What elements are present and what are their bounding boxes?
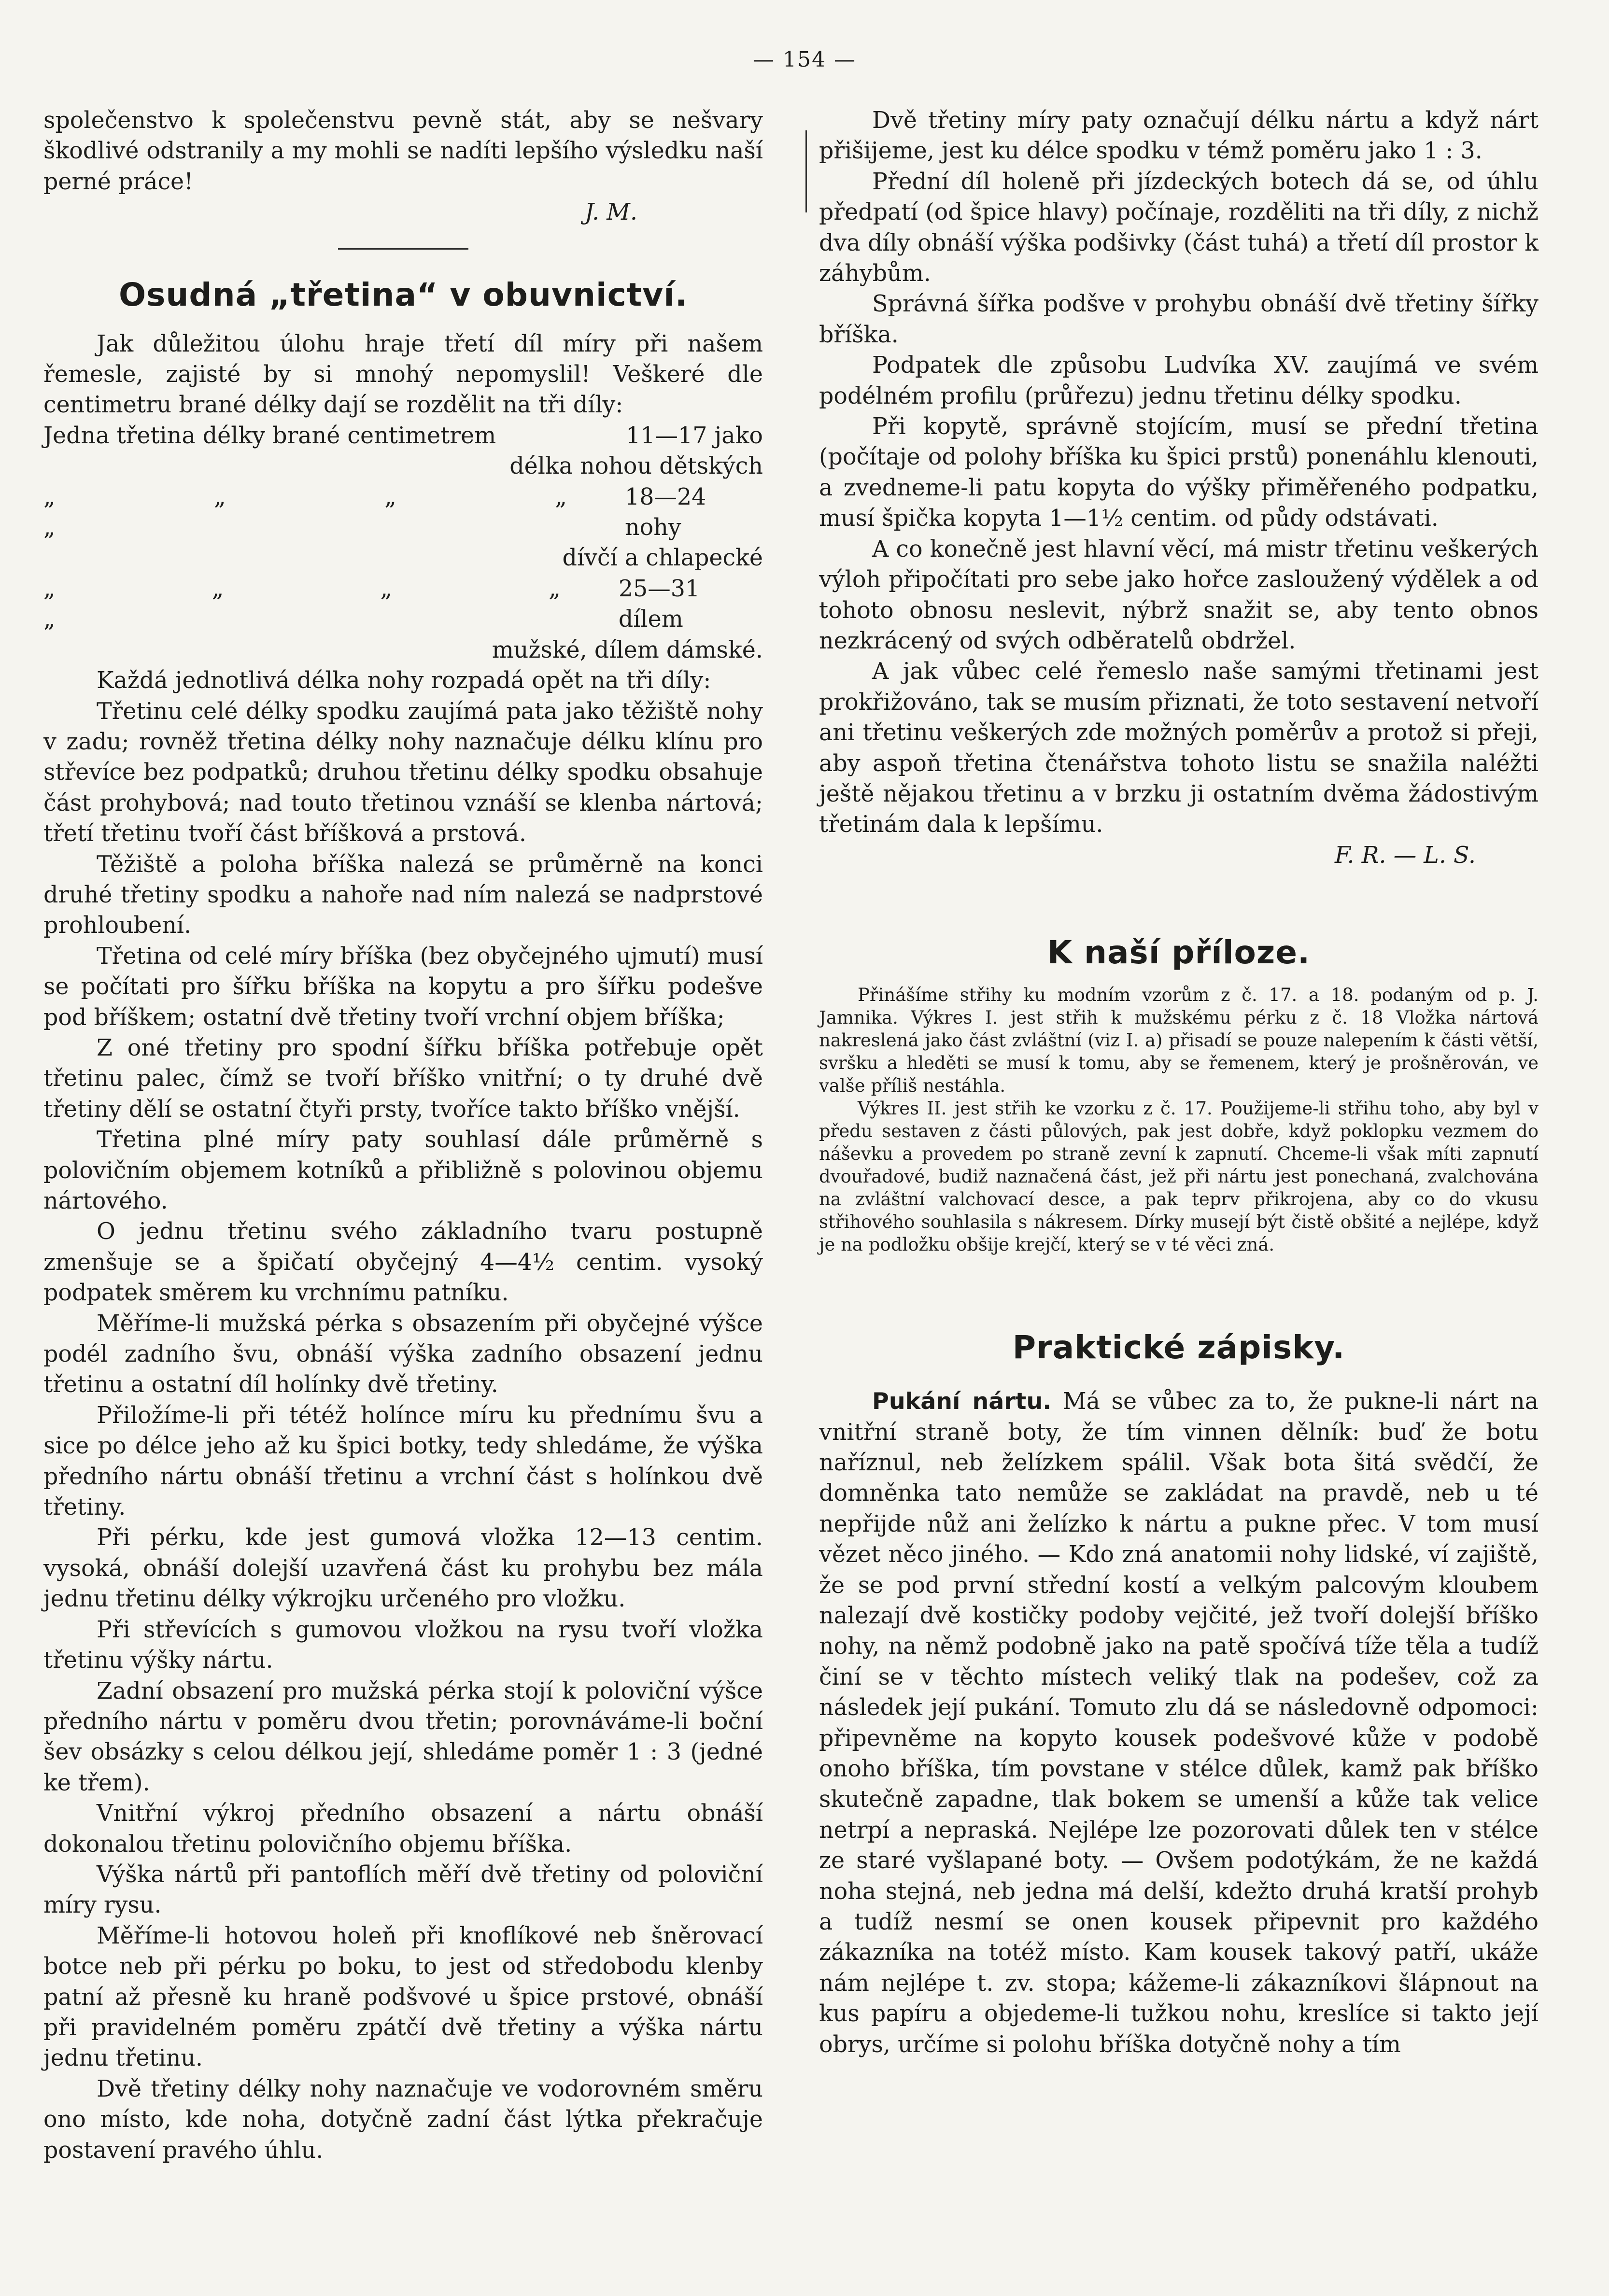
notes-paragraph [819,1386,1538,2060]
paragraph: Dvě třetiny míry paty označují délku nártu a když nárt přišijeme, jest ku délce spodku v témž poměru jako 1 : 3. [819,107,1538,165]
table-cell-label: „ „ „ „ „ [43,483,625,541]
table-cell-value: 18—24 nohy [625,483,706,541]
table-row: dívčí a chlapecké [562,545,763,572]
section-title-notes: Praktické zápisky. [1012,1329,1345,1366]
notes-lead: Pukání nártu. [872,1388,1052,1415]
paragraph: A co konečně jest hlavní věcí, má mistr třetinu veškerých výloh připočítati pro sebe jako hořce zasloužený výdělek a od tohoto obnosu neslevit, nýbrž snažit se, aby tento obnos nezkrácený od svých odběratelů obdržel. [819,535,1538,654]
paragraph: O jednu třetinu svého základního tvaru postupně zmenšuje se a špičatí obyčejný 4—4½ centim. vysoký podpatek směrem ku vrchnímu patníku. [43,1218,763,1307]
table-row [43,421,763,451]
paragraph: Jak důležitou úlohu hraje třetí díl míry při našem řemesle, zajisté by si mnohý nepomyslil! Veškeré dle centimetru brané délky dají se rozdělit na tři díly: [43,330,763,419]
table-cell-label: „ „ „ „ „ [43,575,619,633]
paragraph: Výška nártů při pantoflích měří dvě třetiny od poloviční míry rysu. [43,1861,763,1919]
paragraph: Správná šířka podšve v prohybu obnáší dvě třetiny šířky bříška. [819,291,1538,348]
right-column [819,105,1538,2060]
article-title: Osudná „třetina“ v obuvnictví. [118,276,688,313]
intro-paragraph: společenstvo k společenstvu pevně stát, aby se nešvary škodlivé odstranily a my mohli se nadíti lepšího výsledku naší perné práce! [43,107,763,195]
paragraph: Přední díl holeně při jízdeckých botech dá se, od úhlu předpatí (od špice hlavy) počínaje, rozděliti na tři díly, z nichž dva díly obnáší výška podšivky (část tuhá) a třetí díl prostor k záhybům. [819,168,1538,287]
paragraph: Podpatek dle způsobu Ludvíka XV. zaujímá ve svém podélném profilu (průřezu) jednu třetinu délky spodku. [819,352,1538,409]
article-signature: F. R. — L. S. [1334,842,1476,869]
table-row [43,482,763,543]
page-number: — 154 — [753,47,856,72]
paragraph: Měříme-li mužská pérka s obsazením při obyčejné výšce podél zadního švu, obnáší výška zadního obsazení jednu třetinu a ostatní díl holínky dvě třetiny. [43,1310,763,1398]
paragraph: Třetina od celé míry bříška (bez obyčejného ujmutí) musí se počítati pro šířku bříška na kopytu a pro šířku podešve pod bříškem; ostatní dvě třetiny tvoří vrchní objem bříška; [43,943,763,1031]
paragraph: Z oné třetiny pro spodní šířku bříška potřebuje opět třetinu palec, čímž se tvoří bříško vnitřní; o ty druhé dvě třetiny dělí se ostatní čtyři prsty, tvoříce takto bříško vnější. [43,1034,763,1123]
paragraph: Dvě třetiny délky nohy naznačuje ve vodorovném směru ono místo, kde noha, dotyčně zadní část lýtka překračuje postavení pravého úhlu. [43,2075,763,2164]
table-cell-label: Jedna třetina délky brané centimetrem [43,422,496,449]
paragraph: Třetina plné míry paty souhlasí dále průměrně s polovičním objemem kotníků a přibližně s polovinou objemu nártového. [43,1127,763,1214]
supplement-text [819,984,1538,1256]
paragraph: Při pérku, kde jest gumová vložka 12—13 centim. vysoká, obnáší dolejší uzavřená část ku prohybu bez mála jednu třetinu délky výkrojku určeného pro vložku. [43,1524,763,1613]
paragraph: Při střevících s gumovou vložkou na rysu tvoří vložka třetinu výšky nártu. [43,1616,763,1674]
table-row [43,574,763,635]
paragraph: Zadní obsazení pro mužská pérka stojí k poloviční výšce předního nártu v poměru dvou třetin; porovnáváme-li boční šev obsázky s celou délkou její, shledáme poměr 1 : 3 (jedné ke třem). [43,1677,763,1796]
notes-text: Má se vůbec za to, že pukne-li nárt na vnitřní straně boty, že tím vinnen dělník: buď že botu naříznul, neb želízkem spálil. Však bota šitá svědčí, že domněnka tato nemůže se zakládat na pravdě, neb u té nepřijde nůž ani želízko k nártu a pukne přec. V tom musí vězet něco jiného. — Kdo zná anatomii nohy lidské, ví zajiště, že se pod první střední kostí a velkým palcovým kloubem nalezají dvě kostičky podoby vejčité, jež tvoří dolejší bříško nohy, na němž podobně jako na patě spočívá tíže těla a tudíž činí se v těchto místech veliký tlak na podešev, což za následek její pukání. Tomuto zlu dá se následovně odpomoci: připevněme na kopyto kousek podešvové kůže v podobě onoho bříška, tím povstane v stélce důlek, kamž pak bříško skutečně zapadne, tlak bokem se umenší a kůže tak velice netrpí a nepraská. Nejlépe lze pozorovati důlek ten v stélce ze staré vyšlapané boty. — Ovšem podotýkám, že ne každá noha stejná, neb jedna má delší, kdežto druhá kratší prohyb a tudíž nesmí se onen kousek připevnit pro každého zákazníka na totéž místo. Kam kousek takový patří, ukáže nám nejlépe t. zv. stopa; kážeme-li zákazníkovi šlápnout na kus papíru a objedeme-li tužkou nohu, kreslíce si takto její obrys, určíme si polohu bříška dotyčně nohy a tím [819,1388,1538,2058]
paragraph: Měříme-li hotovou holeň při knoflíkové neb šněrovací botce neb při pérku po boku, to jest od středobodu klenby patní až přesně ku hraně podšvové u špice prstové, obnáší při pravidelném poměru zpátčí dvě třetiny a výška nártu jednu třetinu. [43,1922,763,2072]
intro-signature: J. M. [584,199,637,226]
paragraph: Těžiště a poloha bříška nalezá se průměrně na konci druhé třetiny spodku a nahoře nad ním nalezá se nadprstové prohloubení. [43,851,763,939]
length-table [43,421,763,665]
table-cell-value: 11—17 jako [626,422,763,449]
paragraph: Vnitřní výkroj předního obsazení a nártu obnáší dokonalou třetinu polovičního objemu bříška. [43,1800,763,1858]
paragraph: Třetinu celé délky spodku zaujímá pata jako těžiště nohy v zadu; rovněž třetina délky nohy naznačuje délku klínu pro střevíce bez podpatků; druhou třetinu délky spodku obsahuje část prohybová; nad touto třetinou vznáší se klenba nártová; třetí třetinu tvoří část bříšková a prstová. [43,698,763,847]
paragraph: Přinášíme střihy ku modním vzorům z č. 17. a 18. podaným od p. J. Jamnika. Výkres I. jest střih k mužskému pérku z č. 18 Vložka nártová nakreslená jako část zvláštní (viz I. a) přisadí se pouze nalepením k části větší, svršku a hleděti se musí k tomu, aby se řemenem, který je prošněrován, ve valše příliš nestáhla. [819,985,1538,1097]
paragraph: Každá jednotlivá délka nohy rozpadá opět na tři díly: [97,667,711,694]
section-divider [338,248,468,250]
table-cell-value: 25—31 dílem [618,575,700,633]
left-column [43,105,763,2166]
paragraph: Při kopytě, správně stojícím, musí se přední třetina (počítaje od polohy bříška ku špici prstů) ponenáhlu klenouti, a zvedneme-li patu kopyta do výšky přiměřeného podpatku, musí špička kopyta 1—1½ centim. od půdy odstávati. [819,413,1538,532]
table-row: délka nohou dětských [509,453,763,480]
table-row: mužské, dílem dámské. [492,636,763,663]
paragraph: Přiložíme-li při tétéž holínce míru ku přednímu švu a sice po délce jeho až ku špici botky, tedy shledáme, že výška předního nártu obnáší třetinu a vrchní část s holínkou dvě třetiny. [43,1402,763,1521]
column-rule [805,130,807,212]
section-title-supplement: K naší příloze. [1047,934,1311,972]
paragraph: Výkres II. jest střih ke vzorku z č. 17. Použijeme-li střihu toho, aby byl v předu sestaven z části půlových, pak jest dobře, když poklopku vezmem do náševku a provedem po straně zevní k zapnutí. Chceme-li však míti zapnutí dvouřadové, budiž naznačená část, jež při nártu jest ponechaná, zvalchována na zvláštní valchovací desce, a pak teprv přikrojena, aby co do vkusu střihového souhlasila s nákresem. Dírky musejí být čistě obšité a nejlépe, když je na podložku obšije krejčí, který se v té věci zná. [819,1098,1538,1255]
paragraph: A jak vůbec celé řemeslo naše samými třetinami jest prokřižováno, tak se musím přiznati, že toto sestavení netvoří ani třetinu veškerých zde možných poměrův a protož si přeji, aby aspoň třetina čtenářstva tohoto listu se snažila naléžti ještě nějakou třetinu a v brzku ji ostatním dvěma žádostivým třetinám dala k lepšímu. [819,658,1538,838]
